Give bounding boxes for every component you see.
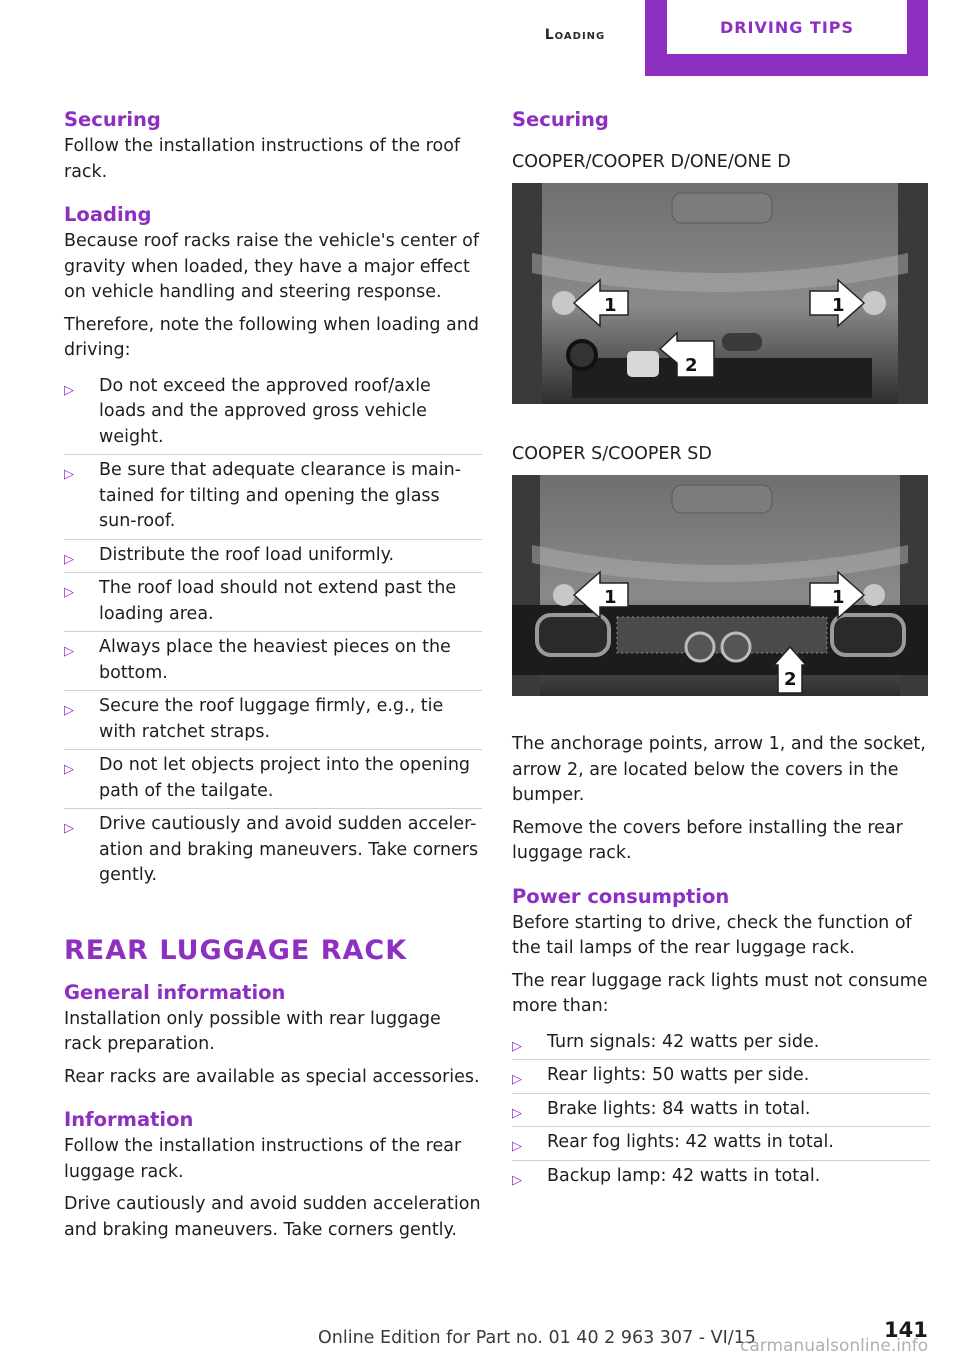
triangle-bullet-icon: ▷ xyxy=(64,703,74,718)
bumper-photo-cooper-s xyxy=(512,475,928,696)
exhaust-pipe xyxy=(568,341,596,369)
watermark: carmanualsonline.info xyxy=(740,1336,929,1356)
cover-right xyxy=(863,584,885,606)
general-text-2: Rear racks are available as special accessories. xyxy=(64,1066,480,1087)
information-heading: Information xyxy=(64,1108,194,1131)
power-bullet-list xyxy=(512,1027,930,1194)
list-item: ▷ Drive cautiously and avoid sudden acceler-ation and braking maneuvers. Take corners gently. xyxy=(64,814,479,885)
triangle-bullet-icon: ▷ xyxy=(64,467,74,482)
wheel-shadow-left xyxy=(512,183,542,404)
list-item: ▷ Rear lights: 50 watts per side. xyxy=(512,1060,930,1094)
cover-right xyxy=(862,291,886,315)
callout-1-right: 1 xyxy=(832,295,845,316)
exhaust-pipe-left xyxy=(686,633,714,661)
triangle-bullet-icon: ▷ xyxy=(512,1172,522,1188)
triangle-bullet-icon: ▷ xyxy=(64,585,74,600)
rear-luggage-rack-heading: REAR LUGGAGE RACK xyxy=(64,934,408,966)
triangle-bullet-icon: ▷ xyxy=(512,1038,522,1054)
list-item: ▷ Turn signals: 42 watts per side. xyxy=(512,1027,930,1061)
exhaust-trim-left xyxy=(537,615,609,655)
triangle-bullet-icon: ▷ xyxy=(512,1072,522,1087)
model-label-cooper: COOPER/COOPER D/ONE/ONE D xyxy=(512,152,791,172)
list-item: ▷ The roof load should not extend past the loading area. xyxy=(64,573,482,632)
right-column xyxy=(512,106,930,1193)
socket-slot xyxy=(722,333,762,351)
general-information-heading: General information xyxy=(64,980,286,1004)
triangle-bullet-icon: ▷ xyxy=(512,1139,522,1154)
power-consumption-heading: Power consumption xyxy=(512,884,730,908)
general-text-1: Installation only possible with rear luggage rack preparation. xyxy=(64,1008,441,1054)
license-light xyxy=(672,485,772,513)
exhaust-trim-right xyxy=(832,615,904,655)
chapter-tab xyxy=(645,0,928,76)
triangle-bullet-icon: ▷ xyxy=(64,382,74,398)
cover-left xyxy=(552,291,576,315)
callout-1-left: 1 xyxy=(604,295,617,316)
callout-1-right: 1 xyxy=(832,587,845,608)
exhaust-pipe-right xyxy=(722,633,750,661)
edition-footer: Online Edition for Part no. 01 40 2 963 307 - VI/15 xyxy=(318,1328,756,1348)
page-number: 141 xyxy=(884,1318,928,1342)
list-item: ▷ Be sure that adequate clearance is main-tained for tilting and opening the glass sun-roof. xyxy=(64,455,482,540)
wheel-shadow-right xyxy=(898,183,928,404)
loading-bullet-list xyxy=(64,371,482,893)
triangle-bullet-icon: ▷ xyxy=(64,551,74,567)
callout-1-left: 1 xyxy=(604,587,617,608)
list-item: ▷ Brake lights: 84 watts in total. xyxy=(512,1094,930,1128)
securing-text: Follow the installation instructions of the roof rack. xyxy=(64,136,461,182)
header-section-label xyxy=(510,0,640,72)
information-text-2: Drive cautiously and avoid sudden acceleration and braking maneuvers. Take corners gently. xyxy=(64,1194,481,1240)
socket-cover xyxy=(627,351,659,377)
callout-2: 2 xyxy=(685,355,698,376)
power-text-1: Before starting to drive, check the function of the tail lamps of the rear luggage rack. xyxy=(512,912,912,958)
loading-heading: Loading xyxy=(64,203,152,226)
list-item: ▷ Distribute the roof load uniformly. xyxy=(64,540,482,574)
list-item: ▷ Secure the roof luggage firmly, e.g., tie with ratchet straps. xyxy=(64,691,482,750)
remove-covers-text: Remove the covers before installing the rear luggage rack. xyxy=(512,817,903,863)
list-item: ▷ Always place the heaviest pieces on the bottom. xyxy=(64,632,482,691)
list-item: ▷ Rear fog lights: 42 watts in total. xyxy=(512,1127,930,1161)
list-item: ▷ Backup lamp: 42 watts in total. xyxy=(512,1161,930,1194)
loading-text-2: Therefore, note the following when loading and driving: xyxy=(64,314,479,360)
power-text-2: The rear luggage rack lights must not consume more than: xyxy=(512,970,928,1016)
securing-heading-right: Securing xyxy=(512,108,609,131)
loading-text-1: Because roof racks raise the vehicle's center of gravity when loaded, they have a major effect on vehicle handling and steering response. xyxy=(64,231,480,302)
chapter-title: DRIVING TIPS xyxy=(719,17,855,37)
bumper-underside xyxy=(572,358,872,398)
license-light xyxy=(672,193,772,223)
anchor-text: The anchorage points, arrow 1, and the socket, arrow 2, are located below the covers in the bumper. xyxy=(512,734,926,805)
chapter-tab-inner xyxy=(667,0,907,54)
triangle-bullet-icon: ▷ xyxy=(64,762,74,777)
triangle-bullet-icon: ▷ xyxy=(64,644,74,659)
list-item: ▷ Do not let objects project into the opening path of the tailgate. xyxy=(64,750,482,809)
model-label-cooper-s: COOPER S/COOPER SD xyxy=(512,444,712,464)
callout-2: 2 xyxy=(784,669,797,690)
securing-heading: Securing xyxy=(64,108,161,131)
cover-left xyxy=(553,584,575,606)
section-title: Loading xyxy=(544,27,606,43)
information-text-1: Follow the installation instructions of the rear luggage rack. xyxy=(64,1136,462,1182)
bumper-photo-cooper xyxy=(512,183,928,404)
left-column xyxy=(64,106,482,1250)
triangle-bullet-icon: ▷ xyxy=(64,821,74,836)
list-item: ▷ Do not exceed the approved roof/axle loads and the approved gross vehicle weight. xyxy=(64,371,482,456)
triangle-bullet-icon: ▷ xyxy=(512,1105,522,1121)
